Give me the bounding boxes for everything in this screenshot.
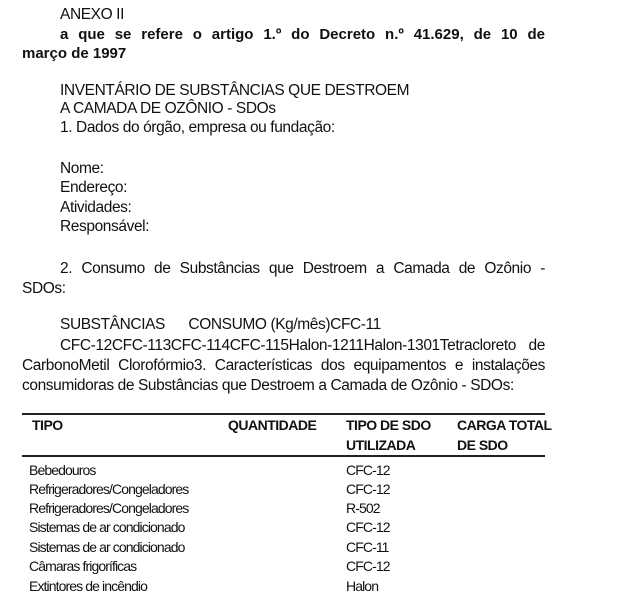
header-quantidade: QUANTIDADE <box>228 417 317 433</box>
cell-sdo: CFC-12 <box>346 558 390 574</box>
table-header-rule <box>22 455 545 457</box>
header-tipo-sdo-line2: UTILIZADA <box>346 437 416 453</box>
cell-sdo: CFC-12 <box>346 462 390 478</box>
cell-tipo: Refrigeradores/Congeladores <box>29 481 189 497</box>
title-line1: INVENTÁRIO DE SUBSTÂNCIAS QUE DESTROEM <box>60 82 410 99</box>
field-atividades: Atividades: <box>60 199 132 216</box>
cell-sdo: CFC-11 <box>346 539 389 555</box>
substances-line2: CFC-12CFC-113CFC-114CFC-115Halon-1211Halon-1301Tetracloreto de <box>60 337 545 354</box>
cell-tipo: Câmaras frigoríficas <box>29 558 137 574</box>
annex-subtitle-line2: março de 1997 <box>22 45 127 62</box>
cell-tipo: Refrigeradores/Congeladores <box>29 500 189 516</box>
cell-tipo: Bebedouros <box>29 462 96 478</box>
title-line2: A CAMADA DE OZÔNIO - SDOs <box>60 100 276 117</box>
annex-subtitle-line1: a que se refere o artigo 1.º do Decreto n.º 41.629, de 10 de <box>60 26 545 43</box>
header-carga-line1: CARGA TOTAL <box>457 417 552 433</box>
cell-tipo: Extintores de incêndio <box>29 578 147 594</box>
table-top-rule <box>22 413 545 415</box>
cell-sdo: CFC-12 <box>346 519 390 535</box>
header-tipo: TIPO <box>32 417 63 433</box>
header-tipo-sdo-line1: TIPO DE SDO <box>346 417 431 433</box>
substances-line3: CarbonoMetil Clorofórmio3. Características dos equipamentos e instalações <box>22 357 545 374</box>
substances-line4: consumidoras de Substâncias que Destroem a Camada de Ozônio - SDOs: <box>22 377 514 394</box>
section2-heading-line1: 2. Consumo de Substâncias que Destroem a Camada de Ozônio - <box>60 260 545 277</box>
annex-label: ANEXO II <box>60 6 124 23</box>
field-responsavel: Responsável: <box>60 218 150 235</box>
cell-sdo: Halon <box>346 578 379 594</box>
header-carga-line2: DE SDO <box>457 437 508 453</box>
substances-line1: SUBSTÂNCIAS CONSUMO (Kg/mês)CFC-11 <box>60 316 381 333</box>
field-endereco: Endereço: <box>60 179 128 196</box>
field-nome: Nome: <box>60 160 104 177</box>
cell-sdo: R-502 <box>346 500 380 516</box>
section2-heading-line2: SDOs: <box>22 280 66 297</box>
section1-heading: 1. Dados do órgão, empresa ou fundação: <box>60 119 335 136</box>
cell-tipo: Sistemas de ar condicionado <box>29 519 185 535</box>
cell-tipo: Sistemas de ar condicionado <box>29 539 185 555</box>
cell-sdo: CFC-12 <box>346 481 390 497</box>
